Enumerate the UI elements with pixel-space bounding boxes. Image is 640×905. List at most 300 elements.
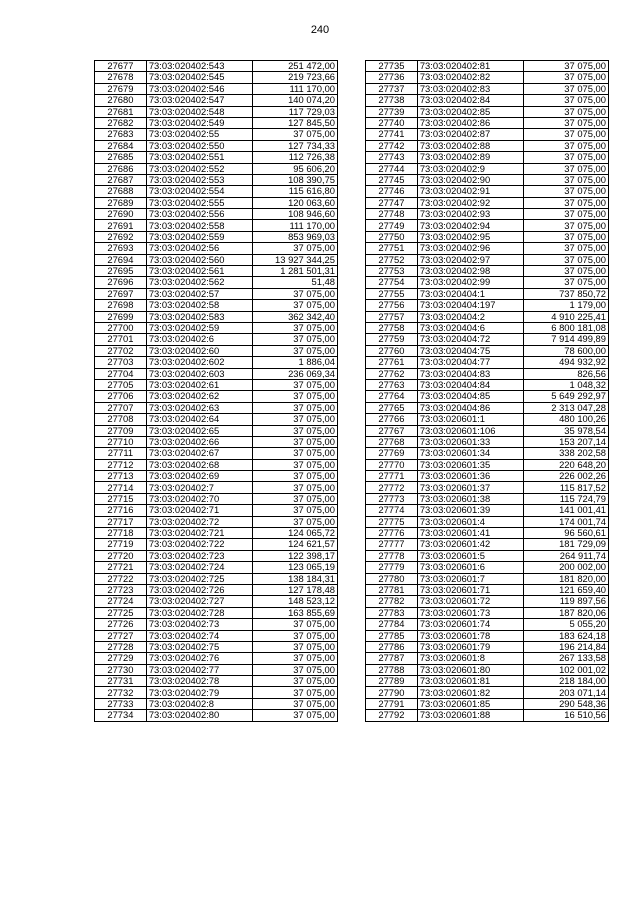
row-number-cell: 27779 — [366, 562, 418, 573]
cadastral-number-cell: 73:03:020402:60 — [146, 345, 252, 356]
table-row — [366, 322, 609, 333]
cadastral-number-cell: 73:03:020402:550 — [146, 140, 252, 151]
cadastral-value-cell: 338 202,58 — [523, 448, 608, 459]
row-number-cell: 27697 — [95, 288, 147, 299]
row-number-cell: 27701 — [95, 334, 147, 345]
cadastral-number-cell: 73:03:020402:93 — [417, 209, 523, 220]
table-row — [95, 186, 338, 197]
row-number-cell: 27741 — [366, 129, 418, 140]
cadastral-value-cell: 174 001,74 — [523, 516, 608, 527]
table-row — [95, 471, 338, 482]
table-row — [366, 266, 609, 277]
table-row — [366, 698, 609, 709]
table-row — [366, 106, 609, 117]
table-row — [366, 653, 609, 664]
cadastral-value-cell: 37 075,00 — [252, 459, 337, 470]
cadastral-value-cell: 37 075,00 — [523, 163, 608, 174]
row-number-cell: 27749 — [366, 220, 418, 231]
table-row — [95, 414, 338, 425]
row-number-cell: 27770 — [366, 459, 418, 470]
table-row — [366, 345, 609, 356]
cadastral-number-cell: 73:03:020601:73 — [417, 607, 523, 618]
row-number-cell: 27684 — [95, 140, 147, 151]
row-number-cell: 27739 — [366, 106, 418, 117]
table-row — [366, 562, 609, 573]
cadastral-number-cell: 73:03:020402:551 — [146, 152, 252, 163]
cadastral-number-cell: 73:03:020601:85 — [417, 698, 523, 709]
row-number-cell: 27721 — [95, 562, 147, 573]
cadastral-number-cell: 73:03:020402:7 — [146, 482, 252, 493]
table-row — [95, 72, 338, 83]
row-number-cell: 27720 — [95, 550, 147, 561]
cadastral-number-cell: 73:03:020404:2 — [417, 311, 523, 322]
table-row — [95, 379, 338, 390]
cadastral-number-cell: 73:03:020402:58 — [146, 300, 252, 311]
cadastral-number-cell: 73:03:020402:552 — [146, 163, 252, 174]
row-number-cell: 27789 — [366, 676, 418, 687]
table-row — [95, 391, 338, 402]
row-number-cell: 27710 — [95, 436, 147, 447]
row-number-cell: 27719 — [95, 539, 147, 550]
cadastral-number-cell: 73:03:020402:89 — [417, 152, 523, 163]
table-row — [95, 619, 338, 630]
cadastral-number-cell: 73:03:020402:95 — [417, 231, 523, 242]
cadastral-number-cell: 73:03:020402:726 — [146, 584, 252, 595]
table-row — [366, 288, 609, 299]
row-number-cell: 27736 — [366, 72, 418, 83]
row-number-cell: 27691 — [95, 220, 147, 231]
cadastral-value-cell: 37 075,00 — [523, 243, 608, 254]
cadastral-number-cell: 73:03:020601:79 — [417, 641, 523, 652]
cadastral-value-cell: 37 075,00 — [252, 322, 337, 333]
row-number-cell: 27699 — [95, 311, 147, 322]
cadastral-number-cell: 73:03:020402:67 — [146, 448, 252, 459]
row-number-cell: 27734 — [95, 710, 147, 721]
cadastral-number-cell: 73:03:020601:37 — [417, 482, 523, 493]
table-row — [95, 220, 338, 231]
table-row — [366, 619, 609, 630]
cadastral-value-cell: 37 075,00 — [252, 345, 337, 356]
row-number-cell: 27786 — [366, 641, 418, 652]
cadastral-value-cell: 115 817,52 — [523, 482, 608, 493]
cadastral-value-cell: 127 178,48 — [252, 584, 337, 595]
table-row — [366, 414, 609, 425]
row-number-cell: 27680 — [95, 95, 147, 106]
cadastral-value-cell: 37 075,00 — [523, 72, 608, 83]
table-row — [366, 140, 609, 151]
cadastral-number-cell: 73:03:020601:80 — [417, 664, 523, 675]
row-number-cell: 27750 — [366, 231, 418, 242]
table-row — [95, 243, 338, 254]
cadastral-value-cell: 290 548,36 — [523, 698, 608, 709]
table-row — [95, 152, 338, 163]
cadastral-number-cell: 73:03:020404:6 — [417, 322, 523, 333]
cadastral-number-cell: 73:03:020402:88 — [417, 140, 523, 151]
cadastral-value-cell: 111 170,00 — [252, 83, 337, 94]
row-number-cell: 27782 — [366, 596, 418, 607]
cadastral-value-cell: 37 075,00 — [252, 653, 337, 664]
cadastral-number-cell: 73:03:020402:70 — [146, 493, 252, 504]
cadastral-number-cell: 73:03:020601:42 — [417, 539, 523, 550]
table-row — [95, 322, 338, 333]
row-number-cell: 27759 — [366, 334, 418, 345]
cadastral-number-cell: 73:03:020402:99 — [417, 277, 523, 288]
cadastral-number-cell: 73:03:020601:39 — [417, 505, 523, 516]
table-row — [95, 83, 338, 94]
table-row — [95, 231, 338, 242]
cadastral-value-cell: 127 734,33 — [252, 140, 337, 151]
row-number-cell: 27751 — [366, 243, 418, 254]
cadastral-number-cell: 73:03:020601:35 — [417, 459, 523, 470]
row-number-cell: 27678 — [95, 72, 147, 83]
cadastral-number-cell: 73:03:020402:556 — [146, 209, 252, 220]
table-row — [366, 197, 609, 208]
cadastral-number-cell: 73:03:020601:5 — [417, 550, 523, 561]
cadastral-number-cell: 73:03:020402:76 — [146, 653, 252, 664]
row-number-cell: 27696 — [95, 277, 147, 288]
cadastral-value-cell: 200 002,00 — [523, 562, 608, 573]
cadastral-number-cell: 73:03:020402:69 — [146, 471, 252, 482]
cadastral-value-cell: 108 390,75 — [252, 174, 337, 185]
cadastral-value-cell: 37 075,00 — [523, 277, 608, 288]
row-number-cell: 27677 — [95, 61, 147, 72]
cadastral-value-cell: 112 726,38 — [252, 152, 337, 163]
cadastral-number-cell: 73:03:020402:65 — [146, 425, 252, 436]
table-row — [366, 174, 609, 185]
cadastral-value-cell: 121 659,40 — [523, 584, 608, 595]
cadastral-value-cell: 123 065,19 — [252, 562, 337, 573]
table-row — [95, 209, 338, 220]
row-number-cell: 27692 — [95, 231, 147, 242]
cadastral-value-cell: 5 649 292,97 — [523, 391, 608, 402]
cadastral-value-cell: 35 978,54 — [523, 425, 608, 436]
row-number-cell: 27714 — [95, 482, 147, 493]
cadastral-value-cell: 119 897,56 — [523, 596, 608, 607]
row-number-cell: 27708 — [95, 414, 147, 425]
cadastral-number-cell: 73:03:020402:91 — [417, 186, 523, 197]
table-row — [95, 402, 338, 413]
cadastral-number-cell: 73:03:020404:77 — [417, 357, 523, 368]
table-row — [366, 254, 609, 265]
cadastral-number-cell: 73:03:020402:82 — [417, 72, 523, 83]
row-number-cell: 27742 — [366, 140, 418, 151]
row-number-cell: 27682 — [95, 117, 147, 128]
row-number-cell: 27792 — [366, 710, 418, 721]
row-number-cell: 27704 — [95, 368, 147, 379]
cadastral-number-cell: 73:03:020601:36 — [417, 471, 523, 482]
cadastral-value-cell: 37 075,00 — [252, 243, 337, 254]
table-row — [366, 334, 609, 345]
cadastral-number-cell: 73:03:020601:106 — [417, 425, 523, 436]
table-row — [366, 379, 609, 390]
cadastral-value-cell: 140 074,20 — [252, 95, 337, 106]
cadastral-value-cell: 1 048,32 — [523, 379, 608, 390]
cadastral-number-cell: 73:03:020404:75 — [417, 345, 523, 356]
table-row — [95, 584, 338, 595]
row-number-cell: 27681 — [95, 106, 147, 117]
cadastral-value-cell: 96 560,61 — [523, 528, 608, 539]
row-number-cell: 27707 — [95, 402, 147, 413]
cadastral-value-cell: 13 927 344,25 — [252, 254, 337, 265]
table-row — [95, 129, 338, 140]
row-number-cell: 27730 — [95, 664, 147, 675]
cadastral-number-cell: 73:03:020402:85 — [417, 106, 523, 117]
cadastral-number-cell: 73:03:020402:728 — [146, 607, 252, 618]
cadastral-number-cell: 73:03:020601:81 — [417, 676, 523, 687]
row-number-cell: 27705 — [95, 379, 147, 390]
row-number-cell: 27690 — [95, 209, 147, 220]
row-number-cell: 27756 — [366, 300, 418, 311]
cadastral-number-cell: 73:03:020402:722 — [146, 539, 252, 550]
row-number-cell: 27737 — [366, 83, 418, 94]
cadastral-number-cell: 73:03:020404:85 — [417, 391, 523, 402]
row-number-cell: 27724 — [95, 596, 147, 607]
row-number-cell: 27748 — [366, 209, 418, 220]
row-number-cell: 27723 — [95, 584, 147, 595]
cadastral-number-cell: 73:03:020402:555 — [146, 197, 252, 208]
cadastral-value-cell: 826,56 — [523, 368, 608, 379]
row-number-cell: 27729 — [95, 653, 147, 664]
cadastral-number-cell: 73:03:020402:80 — [146, 710, 252, 721]
table-row — [366, 482, 609, 493]
cadastral-number-cell: 73:03:020402:97 — [417, 254, 523, 265]
cadastral-value-cell: 218 184,00 — [523, 676, 608, 687]
cadastral-value-cell: 37 075,00 — [252, 664, 337, 675]
row-number-cell: 27685 — [95, 152, 147, 163]
cadastral-value-cell: 181 729,09 — [523, 539, 608, 550]
cadastral-value-cell: 37 075,00 — [252, 619, 337, 630]
row-number-cell: 27757 — [366, 311, 418, 322]
row-number-cell: 27733 — [95, 698, 147, 709]
cadastral-value-cell: 37 075,00 — [252, 505, 337, 516]
table-row — [366, 231, 609, 242]
cadastral-number-cell: 73:03:020404:86 — [417, 402, 523, 413]
cadastral-number-cell: 73:03:020402:549 — [146, 117, 252, 128]
table-row — [95, 528, 338, 539]
row-number-cell: 27727 — [95, 630, 147, 641]
table-row — [366, 676, 609, 687]
cadastral-value-cell: 37 075,00 — [252, 641, 337, 652]
cadastral-value-cell: 120 063,60 — [252, 197, 337, 208]
table-row — [366, 117, 609, 128]
row-number-cell: 27745 — [366, 174, 418, 185]
cadastral-number-cell: 73:03:020404:83 — [417, 368, 523, 379]
cadastral-number-cell: 73:03:020601:1 — [417, 414, 523, 425]
table-row — [95, 687, 338, 698]
cadastral-value-cell: 494 932,92 — [523, 357, 608, 368]
cadastral-value-cell: 37 075,00 — [252, 687, 337, 698]
cadastral-number-cell: 73:03:020402:64 — [146, 414, 252, 425]
cadastral-number-cell: 73:03:020402:543 — [146, 61, 252, 72]
cadastral-number-cell: 73:03:020402:725 — [146, 573, 252, 584]
cadastral-value-cell: 141 001,41 — [523, 505, 608, 516]
cadastral-value-cell: 37 075,00 — [252, 425, 337, 436]
cadastral-number-cell: 73:03:020402:56 — [146, 243, 252, 254]
table-row — [95, 505, 338, 516]
row-number-cell: 27735 — [366, 61, 418, 72]
cadastral-number-cell: 73:03:020601:8 — [417, 653, 523, 664]
cadastral-value-cell: 5 055,20 — [523, 619, 608, 630]
row-number-cell: 27740 — [366, 117, 418, 128]
table-row — [366, 493, 609, 504]
cadastral-number-cell: 73:03:020402:602 — [146, 357, 252, 368]
table-row — [95, 300, 338, 311]
table-row — [366, 710, 609, 721]
cadastral-value-cell: 115 724,79 — [523, 493, 608, 504]
row-number-cell: 27765 — [366, 402, 418, 413]
cadastral-number-cell: 73:03:020601:7 — [417, 573, 523, 584]
table-row — [95, 698, 338, 709]
cadastral-number-cell: 73:03:020601:82 — [417, 687, 523, 698]
cadastral-number-cell: 73:03:020402:86 — [417, 117, 523, 128]
row-number-cell: 27713 — [95, 471, 147, 482]
table-row — [366, 584, 609, 595]
row-number-cell: 27695 — [95, 266, 147, 277]
row-number-cell: 27715 — [95, 493, 147, 504]
cadastral-value-cell: 264 911,74 — [523, 550, 608, 561]
row-number-cell: 27775 — [366, 516, 418, 527]
cadastral-value-cell: 37 075,00 — [252, 391, 337, 402]
cadastral-number-cell: 73:03:020402:77 — [146, 664, 252, 675]
table-row — [95, 311, 338, 322]
table-row — [95, 482, 338, 493]
cadastral-value-cell: 115 616,80 — [252, 186, 337, 197]
cadastral-number-cell: 73:03:020402:547 — [146, 95, 252, 106]
table-row — [366, 95, 609, 106]
cadastral-value-cell: 37 075,00 — [523, 106, 608, 117]
cadastral-number-cell: 73:03:020402:72 — [146, 516, 252, 527]
row-number-cell: 27702 — [95, 345, 147, 356]
row-number-cell: 27777 — [366, 539, 418, 550]
cadastral-value-cell: 153 207,14 — [523, 436, 608, 447]
cadastral-value-cell: 37 075,00 — [523, 186, 608, 197]
cadastral-value-cell: 37 075,00 — [523, 254, 608, 265]
cadastral-number-cell: 73:03:020402:561 — [146, 266, 252, 277]
cadastral-number-cell: 73:03:020601:41 — [417, 528, 523, 539]
table-row — [95, 641, 338, 652]
cadastral-value-cell: 37 075,00 — [252, 698, 337, 709]
cadastral-value-cell: 124 065,72 — [252, 528, 337, 539]
cadastral-number-cell: 73:03:020402:548 — [146, 106, 252, 117]
registry-table-right — [365, 60, 609, 722]
table-row — [366, 516, 609, 527]
row-number-cell: 27744 — [366, 163, 418, 174]
table-row — [95, 653, 338, 664]
cadastral-value-cell: 51,48 — [252, 277, 337, 288]
table-row — [95, 562, 338, 573]
row-number-cell: 27772 — [366, 482, 418, 493]
row-number-cell: 27700 — [95, 322, 147, 333]
cadastral-value-cell: 108 946,60 — [252, 209, 337, 220]
registry-table-left-body — [95, 61, 338, 722]
row-number-cell: 27703 — [95, 357, 147, 368]
cadastral-number-cell: 73:03:020402:723 — [146, 550, 252, 561]
cadastral-number-cell: 73:03:020402:721 — [146, 528, 252, 539]
cadastral-number-cell: 73:03:020402:603 — [146, 368, 252, 379]
cadastral-value-cell: 1 886,04 — [252, 357, 337, 368]
table-row — [366, 505, 609, 516]
table-row — [95, 106, 338, 117]
cadastral-value-cell: 37 075,00 — [252, 402, 337, 413]
cadastral-number-cell: 73:03:020402:90 — [417, 174, 523, 185]
table-row — [366, 550, 609, 561]
row-number-cell: 27711 — [95, 448, 147, 459]
cadastral-number-cell: 73:03:020402:92 — [417, 197, 523, 208]
row-number-cell: 27784 — [366, 619, 418, 630]
cadastral-value-cell: 1 281 501,31 — [252, 266, 337, 277]
table-row — [366, 528, 609, 539]
cadastral-number-cell: 73:03:020404:197 — [417, 300, 523, 311]
cadastral-value-cell: 196 214,84 — [523, 641, 608, 652]
table-row — [95, 117, 338, 128]
cadastral-value-cell: 226 002,26 — [523, 471, 608, 482]
row-number-cell: 27694 — [95, 254, 147, 265]
row-number-cell: 27762 — [366, 368, 418, 379]
row-number-cell: 27771 — [366, 471, 418, 482]
cadastral-value-cell: 37 075,00 — [252, 379, 337, 390]
table-row — [95, 368, 338, 379]
table-row — [366, 391, 609, 402]
table-row — [366, 163, 609, 174]
table-row — [95, 140, 338, 151]
table-row — [95, 607, 338, 618]
cadastral-number-cell: 73:03:020402:74 — [146, 630, 252, 641]
cadastral-number-cell: 73:03:020402:94 — [417, 220, 523, 231]
table-row — [366, 72, 609, 83]
cadastral-value-cell: 148 523,12 — [252, 596, 337, 607]
registry-table-left — [94, 60, 338, 722]
cadastral-value-cell: 37 075,00 — [523, 266, 608, 277]
table-row — [366, 573, 609, 584]
cadastral-number-cell: 73:03:020402:560 — [146, 254, 252, 265]
cadastral-value-cell: 37 075,00 — [523, 117, 608, 128]
row-number-cell: 27686 — [95, 163, 147, 174]
cadastral-value-cell: 111 170,00 — [252, 220, 337, 231]
row-number-cell: 27698 — [95, 300, 147, 311]
table-row — [95, 197, 338, 208]
table-row — [366, 425, 609, 436]
cadastral-value-cell: 7 914 499,89 — [523, 334, 608, 345]
table-row — [366, 300, 609, 311]
cadastral-value-cell: 37 075,00 — [252, 448, 337, 459]
cadastral-number-cell: 73:03:020402:84 — [417, 95, 523, 106]
table-row — [95, 630, 338, 641]
table-row — [366, 596, 609, 607]
cadastral-number-cell: 73:03:020402:61 — [146, 379, 252, 390]
cadastral-value-cell: 37 075,00 — [252, 471, 337, 482]
table-row — [95, 334, 338, 345]
cadastral-number-cell: 73:03:020402:727 — [146, 596, 252, 607]
cadastral-number-cell: 73:03:020402:73 — [146, 619, 252, 630]
table-row — [95, 493, 338, 504]
cadastral-number-cell: 73:03:020404:1 — [417, 288, 523, 299]
row-number-cell: 27778 — [366, 550, 418, 561]
cadastral-number-cell: 73:03:020402:62 — [146, 391, 252, 402]
row-number-cell: 27712 — [95, 459, 147, 470]
table-row — [95, 676, 338, 687]
cadastral-value-cell: 480 100,26 — [523, 414, 608, 425]
cadastral-value-cell: 37 075,00 — [523, 220, 608, 231]
cadastral-number-cell: 73:03:020402:559 — [146, 231, 252, 242]
row-number-cell: 27743 — [366, 152, 418, 163]
row-number-cell: 27725 — [95, 607, 147, 618]
row-number-cell: 27718 — [95, 528, 147, 539]
table-row — [95, 436, 338, 447]
cadastral-value-cell: 6 800 181,08 — [523, 322, 608, 333]
table-row — [95, 573, 338, 584]
registry-table-right-body — [366, 61, 609, 722]
cadastral-number-cell: 73:03:020402:558 — [146, 220, 252, 231]
